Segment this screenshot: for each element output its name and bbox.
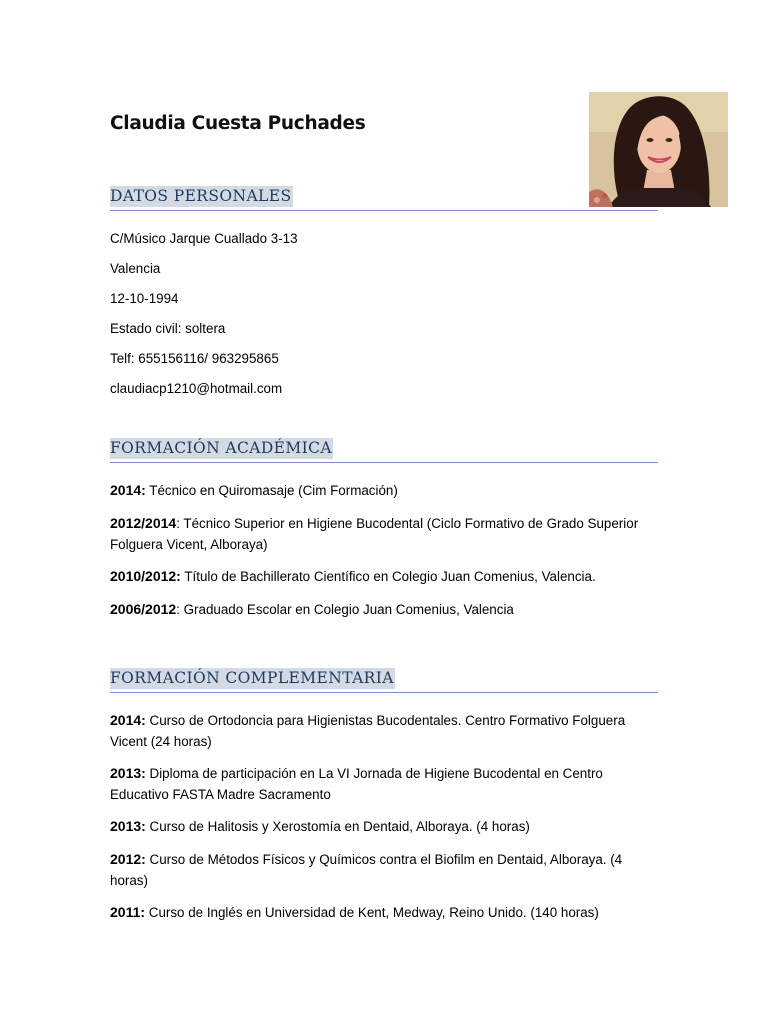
cv-name: Claudia Cuesta Puchades <box>110 113 366 134</box>
academic-entry <box>110 480 655 501</box>
entry-year: 2013: <box>110 818 146 834</box>
entry-text: Diploma de participación en La VI Jornada de Higiene Bucodental en Centro Educativo FASTA Madre Sacramento <box>110 766 603 802</box>
section-heading-academic <box>110 438 658 463</box>
complementary-entry <box>110 902 655 923</box>
section-title: FORMACIÓN COMPLEMENTARIA <box>110 669 394 687</box>
entry-text: Curso de Halitosis y Xerostomía en Dentaid, Alboraya. (4 horas) <box>145 819 530 834</box>
section-heading-personal <box>110 186 658 211</box>
complementary-entry <box>110 763 655 805</box>
entry-year: 2006/2012 <box>110 601 177 617</box>
entry-year: 2010/2012: <box>110 568 181 584</box>
phone-line: Telf: 655156116/ 963295865 <box>110 351 279 366</box>
birthdate-line: 12-10-1994 <box>110 291 179 306</box>
academic-entry <box>110 566 655 587</box>
email-line: claudiacp1210@hotmail.com <box>110 381 283 396</box>
entry-text: : Técnico Superior en Higiene Bucodental (Ciclo Formativo de Grado Superior Folguera Vicent, Alboraya) <box>110 516 639 552</box>
entry-text: Curso de Ortodoncia para Higienistas Bucodentales. Centro Formativo Folguera Vicent (24 horas) <box>110 713 626 749</box>
section-title: DATOS PERSONALES <box>110 187 292 205</box>
entry-year: 2012: <box>110 851 146 867</box>
entry-year: 2011: <box>110 904 146 920</box>
academic-entry <box>110 599 655 620</box>
civil-status-line: Estado civil: soltera <box>110 321 226 336</box>
complementary-entry <box>110 816 655 837</box>
section-title: FORMACIÓN ACADÉMICA <box>110 439 333 457</box>
entry-year: 2014: <box>110 482 146 498</box>
entry-year: 2012/2014 <box>110 515 177 531</box>
academic-entry <box>110 513 655 555</box>
entry-text: : Graduado Escolar en Colegio Juan Comenius, Valencia <box>176 602 514 617</box>
entry-text: Técnico en Quiromasaje (Cim Formación) <box>145 483 398 498</box>
entry-text: Curso de Métodos Físicos y Químicos contra el Biofilm en Dentaid, Alboraya. (4 horas) <box>110 852 623 888</box>
entry-text: Curso de Inglés en Universidad de Kent, Medway, Reino Unido. (140 horas) <box>145 905 599 920</box>
city-line: Valencia <box>110 261 161 276</box>
section-heading-complementary <box>110 668 658 693</box>
entry-year: 2013: <box>110 765 146 781</box>
address-line: C/Músico Jarque Cuallado 3-13 <box>110 231 298 246</box>
entry-text: Título de Bachillerato Científico en Colegio Juan Comenius, Valencia. <box>180 569 596 584</box>
complementary-entry <box>110 710 655 752</box>
complementary-entry <box>110 849 655 891</box>
entry-year: 2014: <box>110 712 146 728</box>
